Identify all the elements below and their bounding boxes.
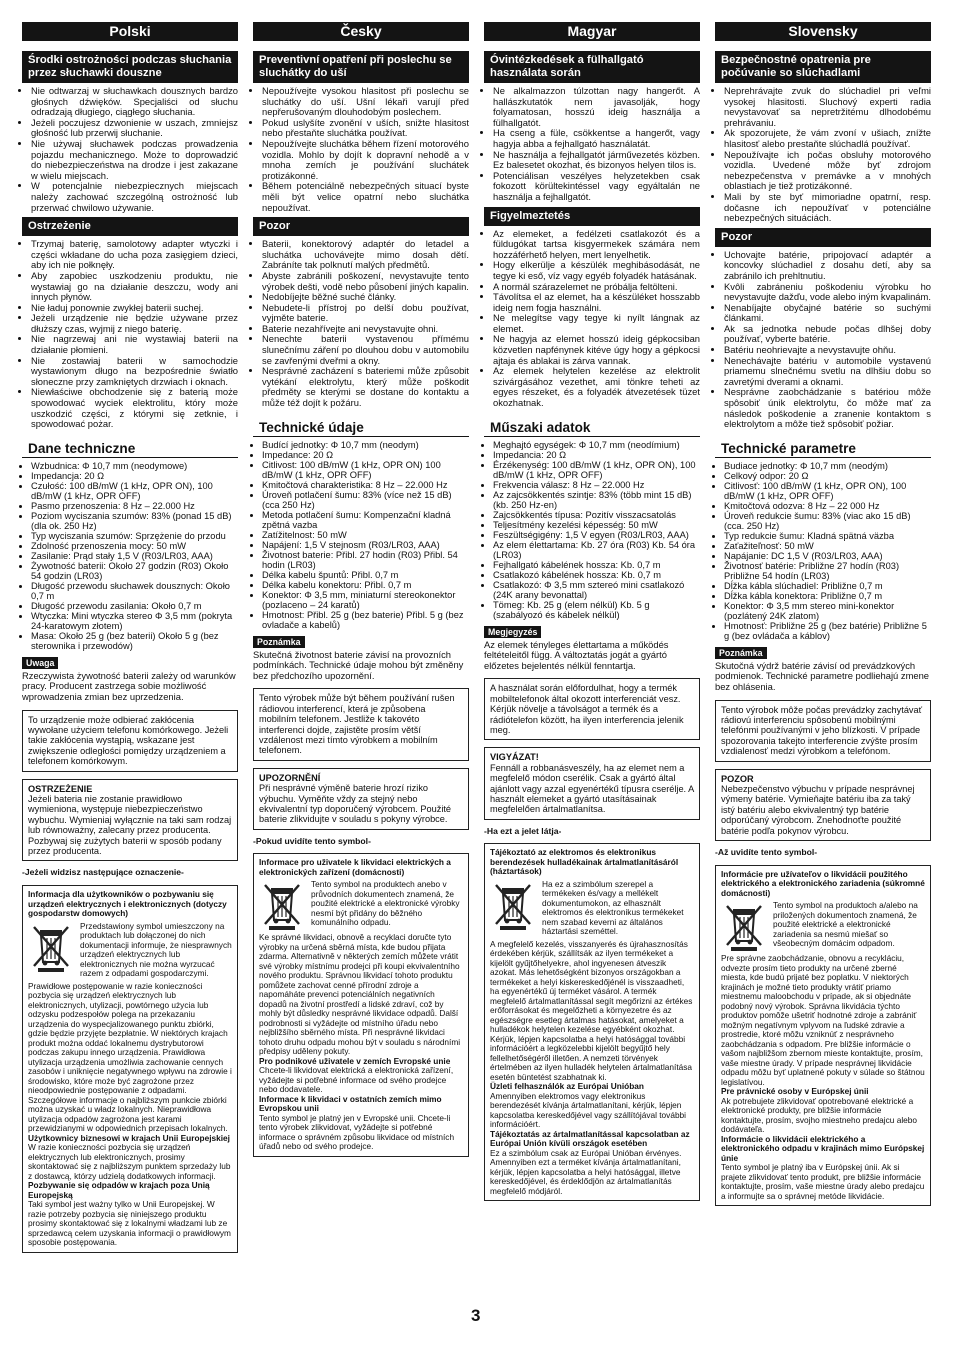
list-item: • Hogy elkerülje a készülék meghibásodását, ne tegye ki eső, víz vagy egyéb folyadék hatásának. bbox=[493, 260, 700, 281]
list-item: • Typ wyciszania szumów: Sprzężenie do przodu bbox=[31, 531, 238, 541]
page-number: 3 bbox=[471, 1306, 481, 1325]
weee-symbol-row bbox=[490, 880, 694, 937]
list-item: • Długość przewodu słuchawek dousznych: Około 0,7 m bbox=[31, 581, 238, 601]
bullet-list bbox=[22, 239, 238, 430]
weee-body-text: Prawidłowe postępowanie w razie konieczności pozbycia się urządzeń elektrycznych lub elektronicznych, utylizacji, powtórnego użycia lub odzysku podzespołów polega na przekazaniu urządzenia do wyspecjalizowanego punktu zbiórki, gdzie będzie przyjęte bezpłatnie. W niektórych krajach produkt można oddać lokalnemu dystrybutorowi podczas zakupu innego urządzenia. Prawidłowa utylizacja urządzenia umożliwia zachowanie cennych zasobów i uniknięcie negatywnego wpływu na zdrowie i środowisko, które może być zagrożone przez nieodpowiednie postępowanie z odpadami. Szczegółowe informacje o najbliższym punkcie zbiórki można uzyskać u władz lokalnych. Nieprawidłowa utylizacja odpadów zagrożona jest karami przewidzianymi w odpowiednich przepisach lokalnych. bbox=[28, 980, 232, 1134]
weee-subtext: Tento symbol je platný iba v Európskej únii. Ak si prajete zlikvidovať tento produkt, pre bližšie informácie kontaktujte, prosím, vaše miestne úrady alebo predajcu a informujte sa o správnej metóde likvidácie. bbox=[721, 1162, 925, 1201]
box-text: Tento výrobok môže počas prevádzky zachytávať rádiovú interferenciu spôsobenú mobilnými telefónmi používanými v jeho blízkosti. V prípade spozorovania takejto interferencie zvýšte prosím vzdialenosť medzi výrobkom a telefónom. bbox=[721, 704, 923, 757]
list-item: • Długość przewodu zasilania: Około 0,7 m bbox=[31, 601, 238, 611]
weee-heading: Informacja dla użytkowników o pozbywaniu się urządzeń elektrycznych i elektronicznych (dotyczy gospodarstw domowych) bbox=[28, 889, 227, 919]
weee-subheading: Użytkownicy biznesowi w krajach Unii Europejskiej bbox=[28, 1132, 230, 1143]
weee-symbol-row bbox=[259, 880, 463, 930]
note-text: Skutečná životnost baterie závisí na provozních podmínkách. Technické údaje mohou být změněny bez předchozího upozornění. bbox=[253, 648, 464, 681]
list-item: • Citlivost: 100 dB/mW (1 kHz, OPR ON) 100 dB/mW (1 kHz, OPR OFF) bbox=[262, 460, 469, 480]
note-text: Skutočná výdrž batérie závisí od prevádzkových podmienok. Technické parametre podliehajú zmene bez ohlásenia. bbox=[715, 659, 930, 692]
bullet-list bbox=[715, 86, 931, 224]
warning-box bbox=[484, 747, 700, 819]
weee-lead-text: Przedstawiony symbol umieszczony na produktach lub dołączonej do nich dokumentacji informuje, że niesprawnych urządzeń elektrycznych lub elektronicznych nie można wyrzucać razem z odpadami gospodarczymi. bbox=[80, 920, 232, 979]
list-item: • Metoda potlačení šumu: Kompenzační kladná zpětná vazba bbox=[262, 510, 469, 530]
list-item: • Aby zapobiec uszkodzeniu produktu, nie wystawiaj go na działanie deszczu, wody ani innych płynów. bbox=[31, 271, 238, 303]
list-item: • Nie ładuj ponownie zwykłej baterii suchej. bbox=[31, 303, 238, 314]
note-block bbox=[253, 632, 469, 682]
list-item: • Az elemek helytelen kezelése az elektrolit szivárgásához vezethet, ami tönkre teheti az egyes részeket, és a folyadék átvezetések tüzet okozhatnak. bbox=[493, 366, 700, 408]
bullet-list bbox=[484, 229, 700, 409]
list-item: • Az zajcsökkentés szintje: 83% (több mint 15 dB) (kb. 250 Hz-en) bbox=[493, 490, 700, 510]
list-item: • Kmitočtová charakteristika: 8 Hz – 22.000 Hz bbox=[262, 480, 469, 490]
list-item: • Hmotnost: Přibl. 25 g (bez baterie) Přibl. 5 g (bez ovladače a kabelů) bbox=[262, 610, 469, 630]
warning-heading: VIGYÁZAT! bbox=[490, 752, 539, 763]
section-heading: Pozor bbox=[715, 228, 931, 247]
list-item: • Napájení: 1,5 V stejnosm (R03/LR03, AAA) bbox=[262, 540, 469, 550]
list-item: • Nepoužívejte vysokou hlasitost při poslechu se sluchátky do uší. Ušní lékaři varují před nepřerušovaným dlouhodobým poslechem. bbox=[262, 86, 469, 118]
note-label: Megjegyzés bbox=[484, 626, 541, 638]
language-header: Magyar bbox=[484, 22, 700, 41]
note-label: Uwaga bbox=[22, 657, 58, 669]
list-item: • Érzékenység: 100 dB/mW (1 kHz, OPR ON), 100 dB/mW (1 kHz, OPR OFF) bbox=[493, 460, 700, 480]
note-block bbox=[22, 653, 238, 703]
list-item: • Wtyczka: Mini wtyczka stereo Φ 3,5 mm (pokryta 24-karatowym złotem) bbox=[31, 611, 238, 631]
box-text: To urządzenie może odbierać zakłócenia wywołane użyciem telefonu komórkowego. Jeżeli takie zakłócenia wystąpią, wskazane jest zwiększenie odległości pomiędzy urządzeniem a telefonem komórkowym. bbox=[28, 714, 229, 767]
list-item: • Délka kabelu špuntů: Přibl. 0,7 m bbox=[262, 570, 469, 580]
section-heading: Ostrzeżenie bbox=[22, 217, 238, 236]
list-item: • Trzymaj baterię, samolotowy adapter wtyczki i części wkładane do ucha poza zasięgiem dzieci, aby ich nie połknęły. bbox=[31, 239, 238, 271]
list-item: • Délka kabelu konektoru: Přibl. 0,7 m bbox=[262, 580, 469, 590]
list-item: • Nepoužívejte sluchátka během řízení motorového vozidla. Mohlo by dojít k dopravní nehodě a v mnoha zemích je používání sluchátek protizákonné. bbox=[262, 139, 469, 181]
weee-subtext: Taki symbol jest ważny tylko w Unii Europejskej. W razie potrzeby pozbycia się niniejszego produktu prosimy skontaktować się z lokalnymi władzami lub ze sprzedawcą celem uzyskania informacji o prawidłowym sposobie postępowania. bbox=[28, 1199, 231, 1248]
list-item: • Wzbudnica: Φ 10,7 mm (neodymowe) bbox=[31, 461, 238, 471]
bullet-list bbox=[253, 239, 469, 409]
list-item: • Nebudete-li přístroj po delší dobu používat, vyjměte baterie. bbox=[262, 303, 469, 324]
list-item: • Tömeg: Kb. 25 g (elem nélkül) Kb. 5 g (szabályozó és kábelek nélkül) bbox=[493, 600, 700, 620]
weee-disposal-box bbox=[22, 885, 238, 1253]
interference-box bbox=[484, 678, 700, 740]
list-item: • Během potenciálně nebezpečných situací byste měli být velice opatrní nebo sluchátka nepoužívat. bbox=[262, 181, 469, 213]
specifications-list bbox=[253, 440, 469, 630]
section-heading: Pozor bbox=[253, 217, 469, 236]
list-item: • Pasmo przenoszenia: 8 Hz – 22.000 Hz bbox=[31, 501, 238, 511]
list-item: • Az elemeket, a fedélzeti csatlakozót és a füldugókat tartsa kisgyermekek számára nem hozzáférhető helyen, mert lenyelhetik. bbox=[493, 229, 700, 261]
list-item: • Poziom wyciszania szumów: 83% (ponad 15 dB) (dla ok. 250 Hz) bbox=[31, 511, 238, 531]
weee-subheading: Pozbywanie się odpadów w krajach poza Unią Europejską bbox=[28, 1180, 210, 1200]
list-item: • Konektor: Φ 3,5 mm, miniaturní stereokonektor (pozlaceno – 24 karatů) bbox=[262, 590, 469, 610]
crossed-out-bin-icon bbox=[28, 922, 74, 972]
list-item: • Kmitočtová odozva: 8 Hz – 22 000 Hz bbox=[724, 501, 931, 511]
symbol-caption: -Jeżeli widzisz następujące oznaczenie- bbox=[22, 867, 184, 878]
warning-heading: OSTRZEŻENIE bbox=[28, 783, 93, 794]
section-heading: Dane techniczne bbox=[22, 438, 238, 458]
list-item: • Budiace jednotky: Φ 10,7 mm (neodým) bbox=[724, 461, 931, 471]
weee-subtext: Ak potrebujete zlikvidovať opotrebované elektrické a elektronické produkty, pre bližšie informácie kontaktujte, prosím, svojho miestneho predajcu alebo dodávateľa. bbox=[721, 1095, 918, 1135]
bullet-list bbox=[484, 86, 700, 203]
weee-subheading: Informácie o likvidácii elektrického a elektronického odpadu v krajinách mimo Európskej únie bbox=[721, 1133, 925, 1163]
list-item: • Nedobíjejte běžné suché články. bbox=[262, 292, 469, 303]
list-item: • Nepoužívajte ich počas obsluhy motorového vozidla. Uvedené môže byť zdrojom nebezpečenstva v premávke a v mnohých oblastiach je tiež protizákonné. bbox=[724, 150, 931, 192]
list-item: • Niewłaściwe obchodzenie się z baterią może spowodować wyciek elektrolitu, który może uszkodzić części, z którymi się zetknie, i spowodować pożar. bbox=[31, 387, 238, 429]
weee-symbol-row bbox=[721, 901, 925, 951]
list-item: • Ne alkalmazzon túlzottan nagy hangerőt. A hallászkutatók nem javasolják, hogy folyamatosan, hosszú ideig használja a fülhallgatót. bbox=[493, 86, 700, 128]
note-label: Poznámka bbox=[715, 647, 767, 659]
list-item: • Potenciálisan veszélyes helyzetekben csak fokozott körültekintéssel vagy egyáltalán ne használja a fejhallgatót. bbox=[493, 171, 700, 203]
weee-heading: Tájékoztató az elektromos és elektronikus berendezések hulladékainak ártalmatlanításáról (háztartások) bbox=[490, 847, 679, 877]
specifications-list bbox=[22, 461, 238, 651]
list-item: • Nesprávne zaobchádzanie s batériou môže spôsobiť únik elektrolytu, čo môže mať za následok poškodenie a zranenie kontaktom s elektrolytom a môže tiež spôsobiť požiar. bbox=[724, 387, 931, 429]
list-item: • Nesprávné zacházení s bateriemi může způsobit vytékání elektrolytu, který může poškodit předměty se kterými se dostane do kontaktu a může též dojít k požáru. bbox=[262, 366, 469, 408]
weee-body-text: A megfelelő kezelés, visszanyerés és újrahasznosítás érdekében kérjük, szállítsák az ilyen termékeket a kijelölt gyűjtőhelyekre, ahol ingyenesen átveszik azokat. Más lehetőségként bizonyos országokban a termékeket a helyi kiskereskedőjénél is visszaadheti, ha egyenértékű új terméket vásárol. A termék megfelelő ártalmatlanítással segít megőrizni az értékes erőforrásokat és megelőzheti a környezetre és az egészségre esetleg ártalmas hatásokat, amelyeket a hulladékok helytelen kezelése egyébként okozhat. Kérjük, lépjen kapcsolatba a helyi hatósággal további információért a legközelebbi kijelölt begyűjtő hely fellelhetőségéről illetően. A nemzeti törvények értelmében az ilyen hulladék helytelen ártalmatlanítása esetén büntetést szabhatnak ki. bbox=[490, 938, 693, 1082]
list-item: • Távolítsa el az elemet, ha a készüléket hosszabb ideig nem fogja használni. bbox=[493, 292, 700, 313]
note-block bbox=[484, 622, 700, 672]
list-item: • Impedance: 20 Ω bbox=[262, 450, 469, 460]
list-item: • Kvôli zabráneniu poškodeniu výrobku ho nevystavujte dažďu, vode alebo iným kvapalinám. bbox=[724, 282, 931, 303]
list-item: • Zatížitelnost: 50 mW bbox=[262, 530, 469, 540]
warning-box bbox=[715, 769, 931, 841]
list-item: • Úroveň potlačení šumu: 83% (více než 15 dB) (cca 250 Hz) bbox=[262, 490, 469, 510]
warning-heading: POZOR bbox=[721, 773, 754, 784]
interference-box bbox=[253, 688, 469, 760]
list-item: • Zajcsökkentés típusa: Pozitív visszacsatolás bbox=[493, 510, 700, 520]
list-item: • Fejhallgató kábelének hossza: Kb. 0,7 m bbox=[493, 560, 700, 570]
specifications-list bbox=[715, 461, 931, 641]
list-item: • Úroveň redukcie šumu: 83% (viac ako 15 dB) (cca. 250 Hz) bbox=[724, 511, 931, 531]
list-item: • Ak sa jednotka nebude počas dlhšej doby používať, vyberte batérie. bbox=[724, 324, 931, 345]
weee-disposal-box bbox=[253, 853, 469, 1157]
list-item: • Životnost baterie: Přibl. 27 hodin (R03) Přibl. 54 hodin (LR03) bbox=[262, 550, 469, 570]
weee-subheading: Pro podnikové uživatele v zemích Evropské unie bbox=[259, 1055, 451, 1066]
list-item: • Uchovajte batérie, pripojovací adaptér a koncovky slúchadiel z dosahu detí, aby sa zabránilo ich prehltnutiu. bbox=[724, 250, 931, 282]
list-item: • Zdolność przenoszenia mocy: 50 mW bbox=[31, 541, 238, 551]
list-item: • Feszültségigény: 1,5 V egyen (R03/LR03, AAA) bbox=[493, 530, 700, 540]
list-item: • Pokud uslyšíte zvonění v uších, snižte hlasitost nebo přestaňte sluchátka používat. bbox=[262, 118, 469, 139]
weee-lead-text: Tento symbol na produktoch a/alebo na priložených dokumentoch znamená, že použité elektrické a elektronické zariadenia sa nesmú miešať so všeobecným domácim odpadom. bbox=[773, 900, 918, 949]
list-item: • Nie odtwarzaj w słuchawkach dousznych bardzo głośnych dźwięków. Specjaliści od słuchu odradzają długiego, ciągłego słuchania. bbox=[31, 86, 238, 118]
note-text: Az elemek tényleges élettartama a működés feltételeitől függ. A változtatás jogát a gyártó előzetes bejelentés nélkül fenntartja. bbox=[484, 638, 669, 671]
list-item: • Citlivosť: 100 dB/mW (1 kHz, OPR ON), 100 dB/mW (1 kHz, OPR OFF) bbox=[724, 481, 931, 501]
list-item: • Impedancia: 20 Ω bbox=[493, 450, 700, 460]
weee-subtext: W razie konieczności pozbycia się urządzeń elektrycznych lub elektronicznych, prosimy skontaktować się z najbliższym punktem sprzedaży lub z dostawcą, którzy udzielą dodatkowych informacji. bbox=[28, 1142, 231, 1181]
list-item: • Batériu neohrievajte a nevystavujte ohňu. bbox=[724, 345, 931, 356]
list-item: • Neprehrávajte zvuk do slúchadiel pri veľmi vysokej hlasitosti. Sluchový experti radia nevystavovať sa nepretržitému dlhodobému prehrávaniu. bbox=[724, 86, 931, 128]
section-heading: Technické parametre bbox=[715, 438, 931, 458]
list-item: • Nenabíjajte obyčajné batérie so suchými článkami. bbox=[724, 303, 931, 324]
weee-subtext: Tento symbol je platný jen v Evropské unii. Chcete-li tento výrobek zlikvidovat, vyžádejte si potřebné informace o správném způsobu likvidace od místních úřadů nebo od svého prodejce. bbox=[259, 1112, 455, 1152]
list-item: • Zasilanie: Prąd stały 1,5 V (R03/LR03, AAA) bbox=[31, 551, 238, 561]
list-item: • Żywotność baterii: Około 27 godzin (R03) Około 54 godzin (LR03) bbox=[31, 561, 238, 581]
box-text: A használat során előfordulhat, hogy a termék mobiltelefonok által okozott interferenciát vesz. Kérjük növelje a távolságot a termék és a rádiótelefon között, ha ilyen interferencia jelenik meg. bbox=[490, 683, 684, 736]
language-header: Polski bbox=[22, 22, 238, 41]
column-polski bbox=[22, 22, 238, 1253]
list-item: • Dĺžka kábla konektora: Približne 0,7 m bbox=[724, 591, 931, 601]
list-item: • Baterie nezahřívejte ani nevystavujte ohni. bbox=[262, 324, 469, 335]
box-text: Nebezpečenstvo výbuchu v prípade nesprávnej výmeny batérie. Vymieňajte batériu iba za taký istý batériu alebo ekvivalentný typ batérie odporúčaný výrobcom. Znehodnoťte použité batérie podľa pokynov výrobcu. bbox=[721, 784, 915, 836]
list-item: • Masa: Około 25 g (bez baterii) Około 5 g (bez sterownika i przewodów) bbox=[31, 631, 238, 651]
symbol-caption: -Ha ezt a jelet látja- bbox=[484, 825, 562, 836]
weee-subtext: Ez a szimbólum csak az Európai Unióban érvényes. Amennyiben ezt a terméket kívánja ártalmatlanítani, kérjük, lépjen kapcsolatba a helyi hatósággal, illetve kereskedőjével, és érdeklődjön az ártalmatlanítás megfelelő módjáról. bbox=[490, 1147, 682, 1196]
section-heading: Środki ostrożności podczas słuchania przez słuchawki douszne bbox=[22, 51, 238, 83]
column-magyar bbox=[484, 22, 700, 1201]
note-block bbox=[715, 643, 931, 693]
list-item: • Csatlakozó: Φ 3,5 mm sztereó mini csatlakozó (24K arany bevonattal) bbox=[493, 580, 700, 600]
list-item: • Nie używaj słuchawek podczas prowadzenia pojazdu mechanicznego. Może to doprowadzić do niebezpieczeństwa na drodze i jest zakazane w wielu miejscach. bbox=[31, 139, 238, 181]
list-item: • Nenechávajte batériu v automobile vystavenú priamemu slnečnému svetlu na dlhšiu dobu so zavretými dverami a oknami. bbox=[724, 356, 931, 388]
section-heading: Preventivní opatření při poslechu se sluchátky do uší bbox=[253, 51, 469, 83]
language-header: Slovensky bbox=[715, 22, 931, 41]
weee-lead-text: Ha ez a szimbólum szerepel a termékeken és/vagy a mellékelt dokumentumokon, az elhasznált elektromos és elektronikus termékeket nem szabad keverni az általános háztartási szeméttel. bbox=[542, 878, 684, 937]
bullet-list bbox=[253, 86, 469, 213]
list-item: • Jeżeli urządzenie nie będzie używane przez dłuższy czas, wyjmij z niego baterię. bbox=[31, 313, 238, 334]
crossed-out-bin-icon bbox=[490, 880, 536, 930]
section-heading: Óvintézkedések a fülhallgató használata során bbox=[484, 51, 700, 83]
warning-heading: UPOZORNĚNÍ bbox=[259, 772, 321, 783]
language-header: Česky bbox=[253, 22, 469, 41]
list-item: • Nie zostawiaj baterii w samochodzie wystawionym długo na bezpośrednie światło słoneczne przy zamkniętych drzwiach i oknach. bbox=[31, 356, 238, 388]
warning-box bbox=[253, 768, 469, 830]
interference-box bbox=[22, 710, 238, 772]
weee-subheading: Informace k likvidaci v ostatních zemích mimo Evropskou unii bbox=[259, 1093, 442, 1114]
list-item: • Hmotnosť: Približne 25 g (bez batérie) Približne 5 g (bez ovládača a káblov) bbox=[724, 621, 931, 641]
box-text: Jeżeli bateria nie zostanie prawidłowo wymieniona, występuje niebezpieczeństwo wybuchu. Wymieniaj wyłącznie na taki sam rodzaj lub równoważny, zalecany przez producenta. Pozbywaj się zużytych baterii w sposób podany przez producenta. bbox=[28, 794, 232, 857]
note-label: Poznámka bbox=[253, 636, 305, 648]
box-text: Tento výrobek může být během používání rušen rádiovou interferencí, která je způsobena mobilním telefonem. Jestliže k takovéto interferenci dojde, zajistěte prosím větší vzdálenost mezi tímto výrobkem a mobilním telefonem. bbox=[259, 693, 455, 756]
interference-box bbox=[715, 700, 931, 762]
list-item: • Konektor: Φ 3,5 mm stereo mini-konektor (pozlátený 24K zlatom) bbox=[724, 601, 931, 621]
weee-disposal-box bbox=[484, 843, 700, 1201]
weee-symbol-row bbox=[28, 922, 232, 979]
weee-subheading: Tájékoztatás az ártalmatlanítással kapcsolatban az Európai Unión kívüli országok esetében bbox=[490, 1128, 690, 1149]
symbol-caption: -Pokud uvidíte tento symbol- bbox=[253, 835, 371, 846]
list-item: • Napájanie: DC 1,5 V (R03/LR03, AAA) bbox=[724, 551, 931, 561]
weee-heading: Informace pro uživatele k likvidaci elektrických a elektronických zařízení (domácnosti) bbox=[259, 857, 451, 877]
list-item: • Meghajtó egységek: Φ 10,7 mm (neodímium) bbox=[493, 440, 700, 450]
note-text: Rzeczywista żywotność baterii zależy od warunków pracy. Producent zastrzega sobie możliwość wprowadzenia zmian bez uprzedzenia. bbox=[22, 669, 236, 702]
list-item: • Ak spozorujete, že vám zvoní v ušiach, znížte hlasitosť alebo prestaňte slúchadlá používať. bbox=[724, 128, 931, 149]
specifications-list bbox=[484, 440, 700, 620]
list-item: • Nenechte baterii vystavenou přímému slunečnímu záření po dlouhou dobu v automobilu se zavřenými dveřmi a okny. bbox=[262, 334, 469, 366]
section-heading: Technické údaje bbox=[253, 417, 469, 437]
list-item: • Ne használja a fejhallgatót járművezetés közben. Ez balesetet okozhat, és bizonyos helyen tilos is. bbox=[493, 150, 700, 171]
weee-body-text: Pre správne zaobchádzanie, obnovu a recykláciu, odvezte prosím tieto produkty na určené zberné miesta, kde budú prijaté bez poplatku. V niektorých krajinách je možné tieto produkty vrátiť priamo miestnemu maloobchodu v prípade, ak si objednáte podobný nový výrobok. Správna likvidácia týchto produktov pomôže ušetriť hodnotné zdroje a zabrániť možným negatívnym vplyvom na ľudské zdravie a prostredie, ktoré môžu vzniknúť z nesprávneho zaobchádzania s odpadom. Pre bližšie informácie o vašom najbližšom zbernom mieste kontaktujte, prosím, vaše miestne úrady. V prípade nesprávnej likvidácie odpadu môžu byť uplatnené pokuty v súlade so štátnou legislatívou. bbox=[721, 953, 925, 1087]
weee-subheading: Üzleti felhasználók az Európai Unióban bbox=[490, 1081, 644, 1092]
list-item: • Dĺžka kábla slúchadiel: Približne 0,7 m bbox=[724, 581, 931, 591]
symbol-caption: -Až uvidíte tento symbol- bbox=[715, 847, 818, 858]
weee-heading: Informácie pre užívateľov o likvidácii použitého elektrického a elektronického zariadenia (súkromné domácnosti) bbox=[721, 868, 925, 898]
list-item: • Frekvencia válasz: 8 Hz – 22.000 Hz bbox=[493, 480, 700, 490]
list-item: • Životnosť batérie: Približne 27 hodín (R03) Približne 54 hodín (LR03) bbox=[724, 561, 931, 581]
list-item: • Typ redukcie šumu: Kladná spätná väzba bbox=[724, 531, 931, 541]
weee-subtext: Amennyiben elektromos vagy elektronikus berendezését kívánja ártalmatlanítani, kérjük, lépjen kapcsolatba kereskedőjével vagy szállítójával további információért. bbox=[490, 1090, 687, 1130]
section-heading: Bezpečnostné opatrenia pre počúvanie so slúchadlami bbox=[715, 51, 931, 83]
list-item: • A normál szárazelemet ne próbálja feltölteni. bbox=[493, 282, 700, 293]
crossed-out-bin-icon bbox=[721, 901, 767, 951]
column-slovensky bbox=[715, 22, 931, 1206]
section-heading: Műszaki adatok bbox=[484, 417, 700, 437]
warning-box bbox=[22, 779, 238, 862]
list-item: • Budící jednotky: Φ 10,7 mm (neodym) bbox=[262, 440, 469, 450]
section-heading: Figyelmeztetés bbox=[484, 207, 700, 226]
list-item: • Impedancja: 20 Ω bbox=[31, 471, 238, 481]
list-item: • W potencjalnie niebezpiecznych miejscach należy zachować szczególną ostrożność lub przerwać chwilowo używanie. bbox=[31, 181, 238, 213]
crossed-out-bin-icon bbox=[259, 880, 305, 930]
list-item: • Teljesítmény kezelési képesség: 50 mW bbox=[493, 520, 700, 530]
weee-subheading: Pre právnické osoby v Európskej únii bbox=[721, 1086, 869, 1097]
weee-subtext: Chcete-li likvidovat elektrická a elektronická zařízení, vyžádejte si potřebné informace od svého prodejce nebo dodavatele. bbox=[259, 1065, 454, 1095]
list-item: • Czułość: 100 dB/mW (1 kHz, OPR ON), 100 dB/mW (1 kHz, OPR OFF) bbox=[31, 481, 238, 501]
list-item: • Csatlakozó kábelének hossza: Kb. 0,7 m bbox=[493, 570, 700, 580]
weee-lead-text: Tento symbol na produktech anebo v průvodních dokumentech znamená, že použité elektrické a elektronické výrobky nesmí být přidány do běžného komunálního odpadu. bbox=[311, 879, 460, 928]
box-text: Při nesprávné výměně baterie hrozí riziko výbuchu. Vyměňte vždy za stejný nebo ekvivalentní typ doporučený výrobcem. Použité baterie zlikvidujte v souladu s pokyny výrobce. bbox=[259, 783, 452, 825]
list-item: • Az elem élettartama: Kb. 27 óra (R03) Kb. 54 óra (LR03) bbox=[493, 540, 700, 560]
list-item: • Ne melegítse vagy tegye ki nyílt lángnak az elemet. bbox=[493, 313, 700, 334]
list-item: • Abyste zabránili poškození, nevystavujte tento výrobek dešti, vodě nebo působení jiných kapalin. bbox=[262, 271, 469, 292]
weee-disposal-box bbox=[715, 865, 931, 1207]
column-cesky bbox=[253, 22, 469, 1157]
bullet-list bbox=[22, 86, 238, 213]
bullet-list bbox=[715, 250, 931, 430]
list-item: • Ne hagyja az elemet hosszú ideig gépkocsiban közvetlen napfénynek kitéve úgy hogy a gépkocsi ajtaja és ablakai is zárva vannak. bbox=[493, 334, 700, 366]
weee-body-text: Ke správné likvidaci, obnově a recyklaci doručte tyto výrobky na určená sběrná místa, kde budou přijata zdarma. Alternativně v některých zemích můžete vrátit své výrobky místnímu prodejci při koupi ekvivalentního nového produktu. Správnou likvidací tohoto produktu pomůžete zachovat cenné přírodní zdroje a napomáháte prevenci potenciálních negativních dopadů na životní prostředí a lidské zdraví, což by mohly být důsledky nesprávné likvidace odpadů. Další podrobnosti si vyžádejte od místního úřadu nebo nejbližšího sběrného místa. Při nesprávné likvidaci tohoto druhu odpadu mohou být v souladu s národními předpisy uděleny pokuty. bbox=[259, 932, 461, 1057]
list-item: • Celkový odpor: 20 Ω bbox=[724, 471, 931, 481]
list-item: • Zaťažiteľnosť: 50 mW bbox=[724, 541, 931, 551]
list-item: • Ha cseng a füle, csökkentse a hangerőt, vagy hagyja abba a fejhallgató használatát. bbox=[493, 128, 700, 149]
list-item: • Mali by ste byť mimoriadne opatrní, resp. dočasne ich nepoužívať v potenciálne nebezpečných situáciách. bbox=[724, 192, 931, 224]
list-item: • Nie nagrzewaj ani nie wystawiaj baterii na działanie płomieni. bbox=[31, 334, 238, 355]
list-item: • Jeżeli poczujesz dzwonienie w uszach, zmniejsz głośność lub przerwij słuchanie. bbox=[31, 118, 238, 139]
box-text: Fennáll a robbanásveszély, ha az elemet nem a megfelelő módon cserélik. Csak a gyártó által ajánlott vagy azzal egyenértékű típusra cserélje. A használt elemeket a gyártó utasításainak megfelelően ártalmatlanítsa. bbox=[490, 762, 694, 815]
list-item: • Baterii, konektorový adaptér do letadel a sluchátka uchovávejte mimo dosah dětí. Zabráníte tak polknutí malých předmětů. bbox=[262, 239, 469, 271]
